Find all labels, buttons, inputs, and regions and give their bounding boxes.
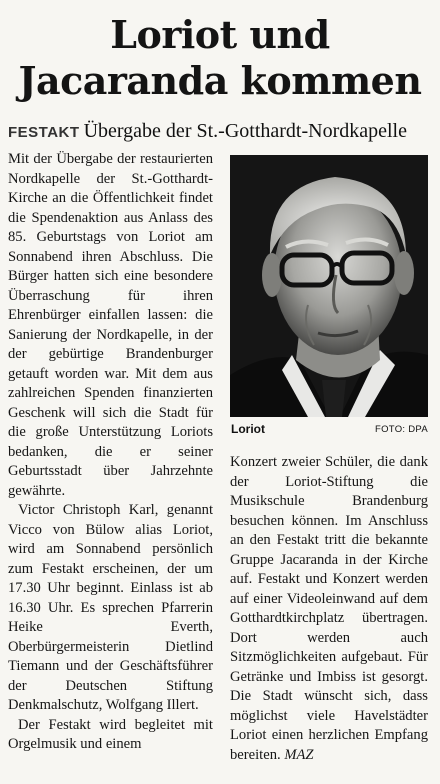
photo-caption: Loriot: [231, 422, 265, 436]
article-paragraph-2: Victor Christoph Karl, genannt Vicco von Bülow alias Loriot, wird am Sonnabend persönlich zum Festakt erscheinen, der um 17.30 Uhr beginnt. Einlass ist ab 16.30 Uhr. Es sprechen Pfarrerin Heike Everth, Oberbürgermeisterin Dietlind Tiemann und der Geschäftsführer der Deutschen Stiftung Denkmalschutz, Wolfgang Illert.: [8, 502, 213, 713]
subheadline-text: Übergabe der St.-Gotthardt-Nordkapelle: [83, 120, 407, 142]
article-paragraph-1: Mit der Übergabe der restaurierten Nordkapelle der St.-Gotthardt-Kirche an die Öffentlichkeit findet die Spendenaktion aus Anlass des 85. Geburtstags von Loriot am Sonnabend ihren Abschluss. Die Bürger hatten sich eine besondere Überraschung für ihren Ehrenbürger einfallen lassen: die Sanierung der Nordkapelle, in der der gebürtige Brandenburger getauft worden war. Mit dem aus zahlreichen Spenden finanzierten Geschenk will sich die Stadt für die große Unterstützung Loriots bedanken, die er seiner Geburtsstadt über Jahrzehnte gewährte.: [8, 151, 213, 499]
article-paragraph-3: Der Festakt wird begleitet mit Orgelmusik und einem: [8, 716, 213, 752]
author-signature: MAZ: [284, 746, 314, 763]
portrait-photo: [230, 155, 428, 417]
article-column-left: [8, 150, 213, 755]
portrait-illustration: [230, 155, 428, 417]
photo-credit: FOTO: DPA: [374, 424, 428, 435]
headline-line-1: Loriot und: [110, 12, 330, 57]
kicker-label: FESTAKT: [8, 124, 80, 141]
article-column-right: [230, 453, 428, 765]
article-paragraph-3-continued: [230, 453, 428, 765]
headline: [0, 12, 440, 104]
subheadline: [8, 119, 438, 145]
article-paragraph-3-continued-text: Konzert zweier Schüler, die dank der Loriot-Stiftung die Musikschule Brandenburg besuchen können. Im Anschluss an den Festakt tritt die bekannte Gruppe Jacaranda in der Kirche auf. Festakt und Konzert werden auf einer Videoleinwand auf dem Gotthardtkirchplatz übertragen. Dort werden auch Sitzmöglichkeiten aufgebaut. Für Getränke und Imbiss ist gesorgt. Die Stadt wünscht sich, dass möglichst viele Havelstädter Loriot einen herzlichen Empfang bereiten.: [230, 454, 428, 763]
headline-line-2: Jacaranda kommen: [18, 58, 422, 103]
